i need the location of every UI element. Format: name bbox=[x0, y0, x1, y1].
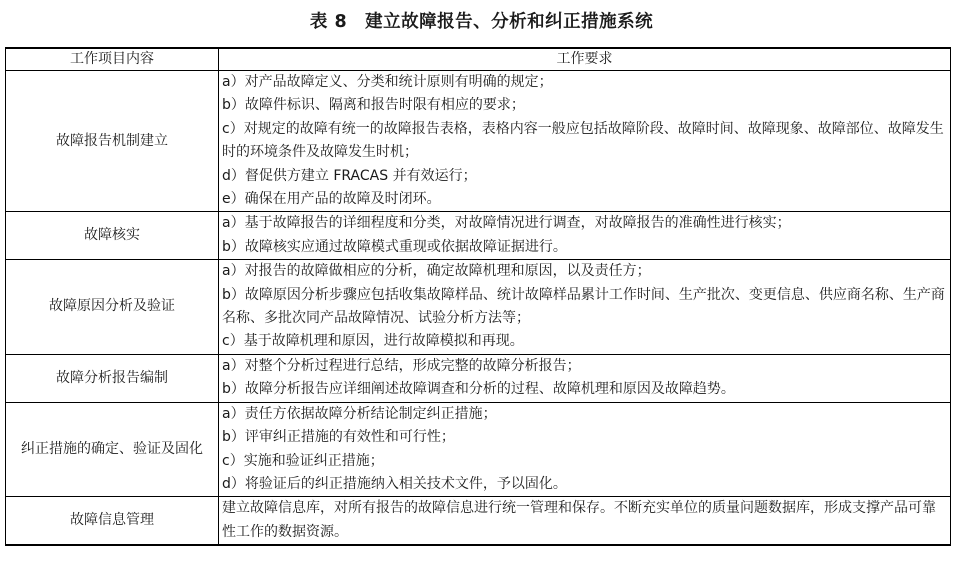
row-requirement-cell bbox=[219, 212, 951, 260]
table-row bbox=[6, 402, 951, 497]
row-item-cell: 故障报告机制建立 bbox=[6, 71, 219, 212]
requirement-line: b）故障件标识、隔离和报告时限有相应的要求； bbox=[222, 97, 525, 114]
requirement-line: c）实施和验证纠正措施； bbox=[222, 452, 384, 469]
requirement-line: 建立故障信息库，对所有报告的故障信息进行统一管理和保存。不断充实单位的质量问题数据库，形成支撑产品可靠性工作的数据资源。 bbox=[222, 500, 936, 540]
row-item-cell: 纠正措施的确定、验证及固化 bbox=[6, 402, 219, 497]
row-requirement-cell bbox=[219, 354, 951, 402]
requirement-line: e）确保在用产品的故障及时闭环。 bbox=[222, 191, 441, 208]
row-item-cell: 故障原因分析及验证 bbox=[6, 260, 219, 355]
table-row bbox=[6, 71, 951, 212]
header-work-requirement: 工作要求 bbox=[219, 48, 951, 71]
requirement-line: c）对规定的故障有统一的故障报告表格，表格内容一般应包括故障阶段、故障时间、故障现象、故障部位、故障发生时的环境条件及故障发生时机； bbox=[222, 120, 944, 161]
requirement-line: d）将验证后的纠正措施纳入相关技术文件，予以固化。 bbox=[222, 475, 567, 492]
row-requirement-cell bbox=[219, 260, 951, 355]
requirement-line: b）评审纠正措施的有效性和可行性； bbox=[222, 429, 455, 446]
table-row bbox=[6, 212, 951, 260]
requirements-table bbox=[5, 47, 951, 546]
requirement-line: b）故障原因分析步骤应包括收集故障样品、统计故障样品累计工作时间、生产批次、变更信息、供应商名称、生产商名称、多批次同产品故障情况、试验分析方法等； bbox=[222, 286, 945, 327]
requirement-line: d）督促供方建立 FRACAS 并有效运行； bbox=[222, 167, 477, 184]
requirement-line: a）对报告的故障做相应的分析，确定故障机理和原因，以及责任方； bbox=[222, 263, 651, 280]
requirement-line: b）故障分析报告应详细阐述故障调查和分析的过程、故障机理和原因及故障趋势。 bbox=[222, 381, 735, 398]
requirement-line: a）责任方依据故障分析结论制定纠正措施； bbox=[222, 405, 497, 422]
row-item-cell: 故障核实 bbox=[6, 212, 219, 260]
row-item-cell: 故障分析报告编制 bbox=[6, 354, 219, 402]
requirement-line: a）对整个分析过程进行总结，形成完整的故障分析报告； bbox=[222, 357, 581, 374]
requirement-line: c）基于故障机理和原因，进行故障模拟和再现。 bbox=[222, 333, 524, 350]
table-row bbox=[6, 497, 951, 545]
row-requirement-cell bbox=[219, 71, 951, 212]
row-item-cell: 故障信息管理 bbox=[6, 497, 219, 545]
table-row bbox=[6, 354, 951, 402]
table-header-row bbox=[6, 48, 951, 71]
row-requirement-cell bbox=[219, 497, 951, 545]
header-work-item: 工作项目内容 bbox=[6, 48, 219, 71]
requirement-line: a）基于故障报告的详细程度和分类，对故障情况进行调查，对故障报告的准确性进行核实； bbox=[222, 215, 791, 232]
requirement-line: b）故障核实应通过故障模式重现或依据故障证据进行。 bbox=[222, 238, 567, 255]
row-requirement-cell bbox=[219, 402, 951, 497]
table-row bbox=[6, 260, 951, 355]
table-title: 表 8 建立故障报告、分析和纠正措施系统 bbox=[309, 12, 654, 32]
requirement-line: a）对产品故障定义、分类和统计原则有明确的规定； bbox=[222, 74, 553, 90]
